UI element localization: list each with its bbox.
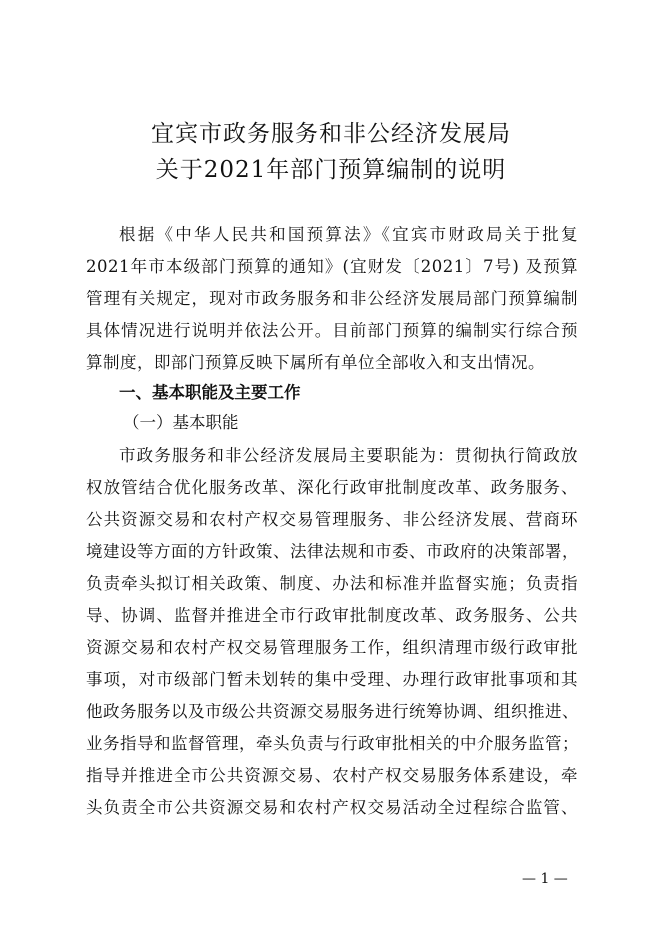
section-heading: 一、基本职能及主要工作 bbox=[119, 383, 301, 402]
body-paragraph-line: 头负责全市公共资源交易和农村产权交易活动全过程综合监管、 bbox=[86, 798, 578, 817]
page-number: — 1 — bbox=[522, 871, 568, 887]
body-paragraph-line: 业务指导和监督管理，牵头负责与行政审批相关的中介服务监管； bbox=[86, 734, 579, 753]
body-paragraph-line: 指导并推进全市公共资源交易、农村产权交易服务体系建设，牵 bbox=[86, 766, 578, 785]
body-paragraph-line: 事项，对市级部门暂未划转的集中受理、办理行政审批事项和其 bbox=[86, 670, 578, 689]
body-paragraph-line: 权放管结合优化服务改革、深化行政审批制度改革、政务服务、 bbox=[86, 478, 578, 497]
intro-paragraph-line: 管理有关规定，现对市政务服务和非公经济发展局部门预算编制 bbox=[86, 289, 578, 308]
document-title-line-1: 宜宾市政务服务和非公经济发展局 bbox=[151, 121, 511, 147]
intro-paragraph-line: 算制度，即部门预算反映下属所有单位全部收入和支出情况。 bbox=[86, 353, 545, 372]
body-paragraph-line: 境建设等方面的方针政策、法律法规和市委、市政府的决策部署， bbox=[86, 542, 579, 561]
subsection-heading: （一）基本职能 bbox=[123, 413, 239, 432]
body-paragraph-line: 导、协调、监督并推进全市行政审批制度改革、政务服务、公共 bbox=[86, 606, 578, 625]
body-paragraph-line: 他政务服务以及市级公共资源交易服务进行统筹协调、组织推进、 bbox=[86, 702, 579, 721]
body-paragraph-line: 负责牵头拟订相关政策、制度、办法和标准并监督实施；负责指 bbox=[86, 574, 578, 593]
intro-paragraph-line: 2021年市本级部门预算的通知》(宜财发〔2021〕7号) 及预算 bbox=[86, 257, 578, 276]
body-paragraph-line: 市政务服务和非公经济发展局主要职能为：贯彻执行简政放 bbox=[119, 446, 578, 465]
intro-paragraph-line: 根据《中华人民共和国预算法》《宜宾市财政局关于批复 bbox=[119, 225, 578, 244]
body-paragraph-line: 公共资源交易和农村产权交易管理服务、非公经济发展、营商环 bbox=[86, 510, 578, 529]
intro-paragraph-line: 具体情况进行说明并依法公开。目前部门预算的编制实行综合预 bbox=[86, 321, 578, 340]
body-paragraph-line: 资源交易和农村产权交易管理服务工作，组织清理市级行政审批 bbox=[86, 638, 578, 657]
document-title-line-2: 关于2021年部门预算编制的说明 bbox=[155, 157, 507, 183]
